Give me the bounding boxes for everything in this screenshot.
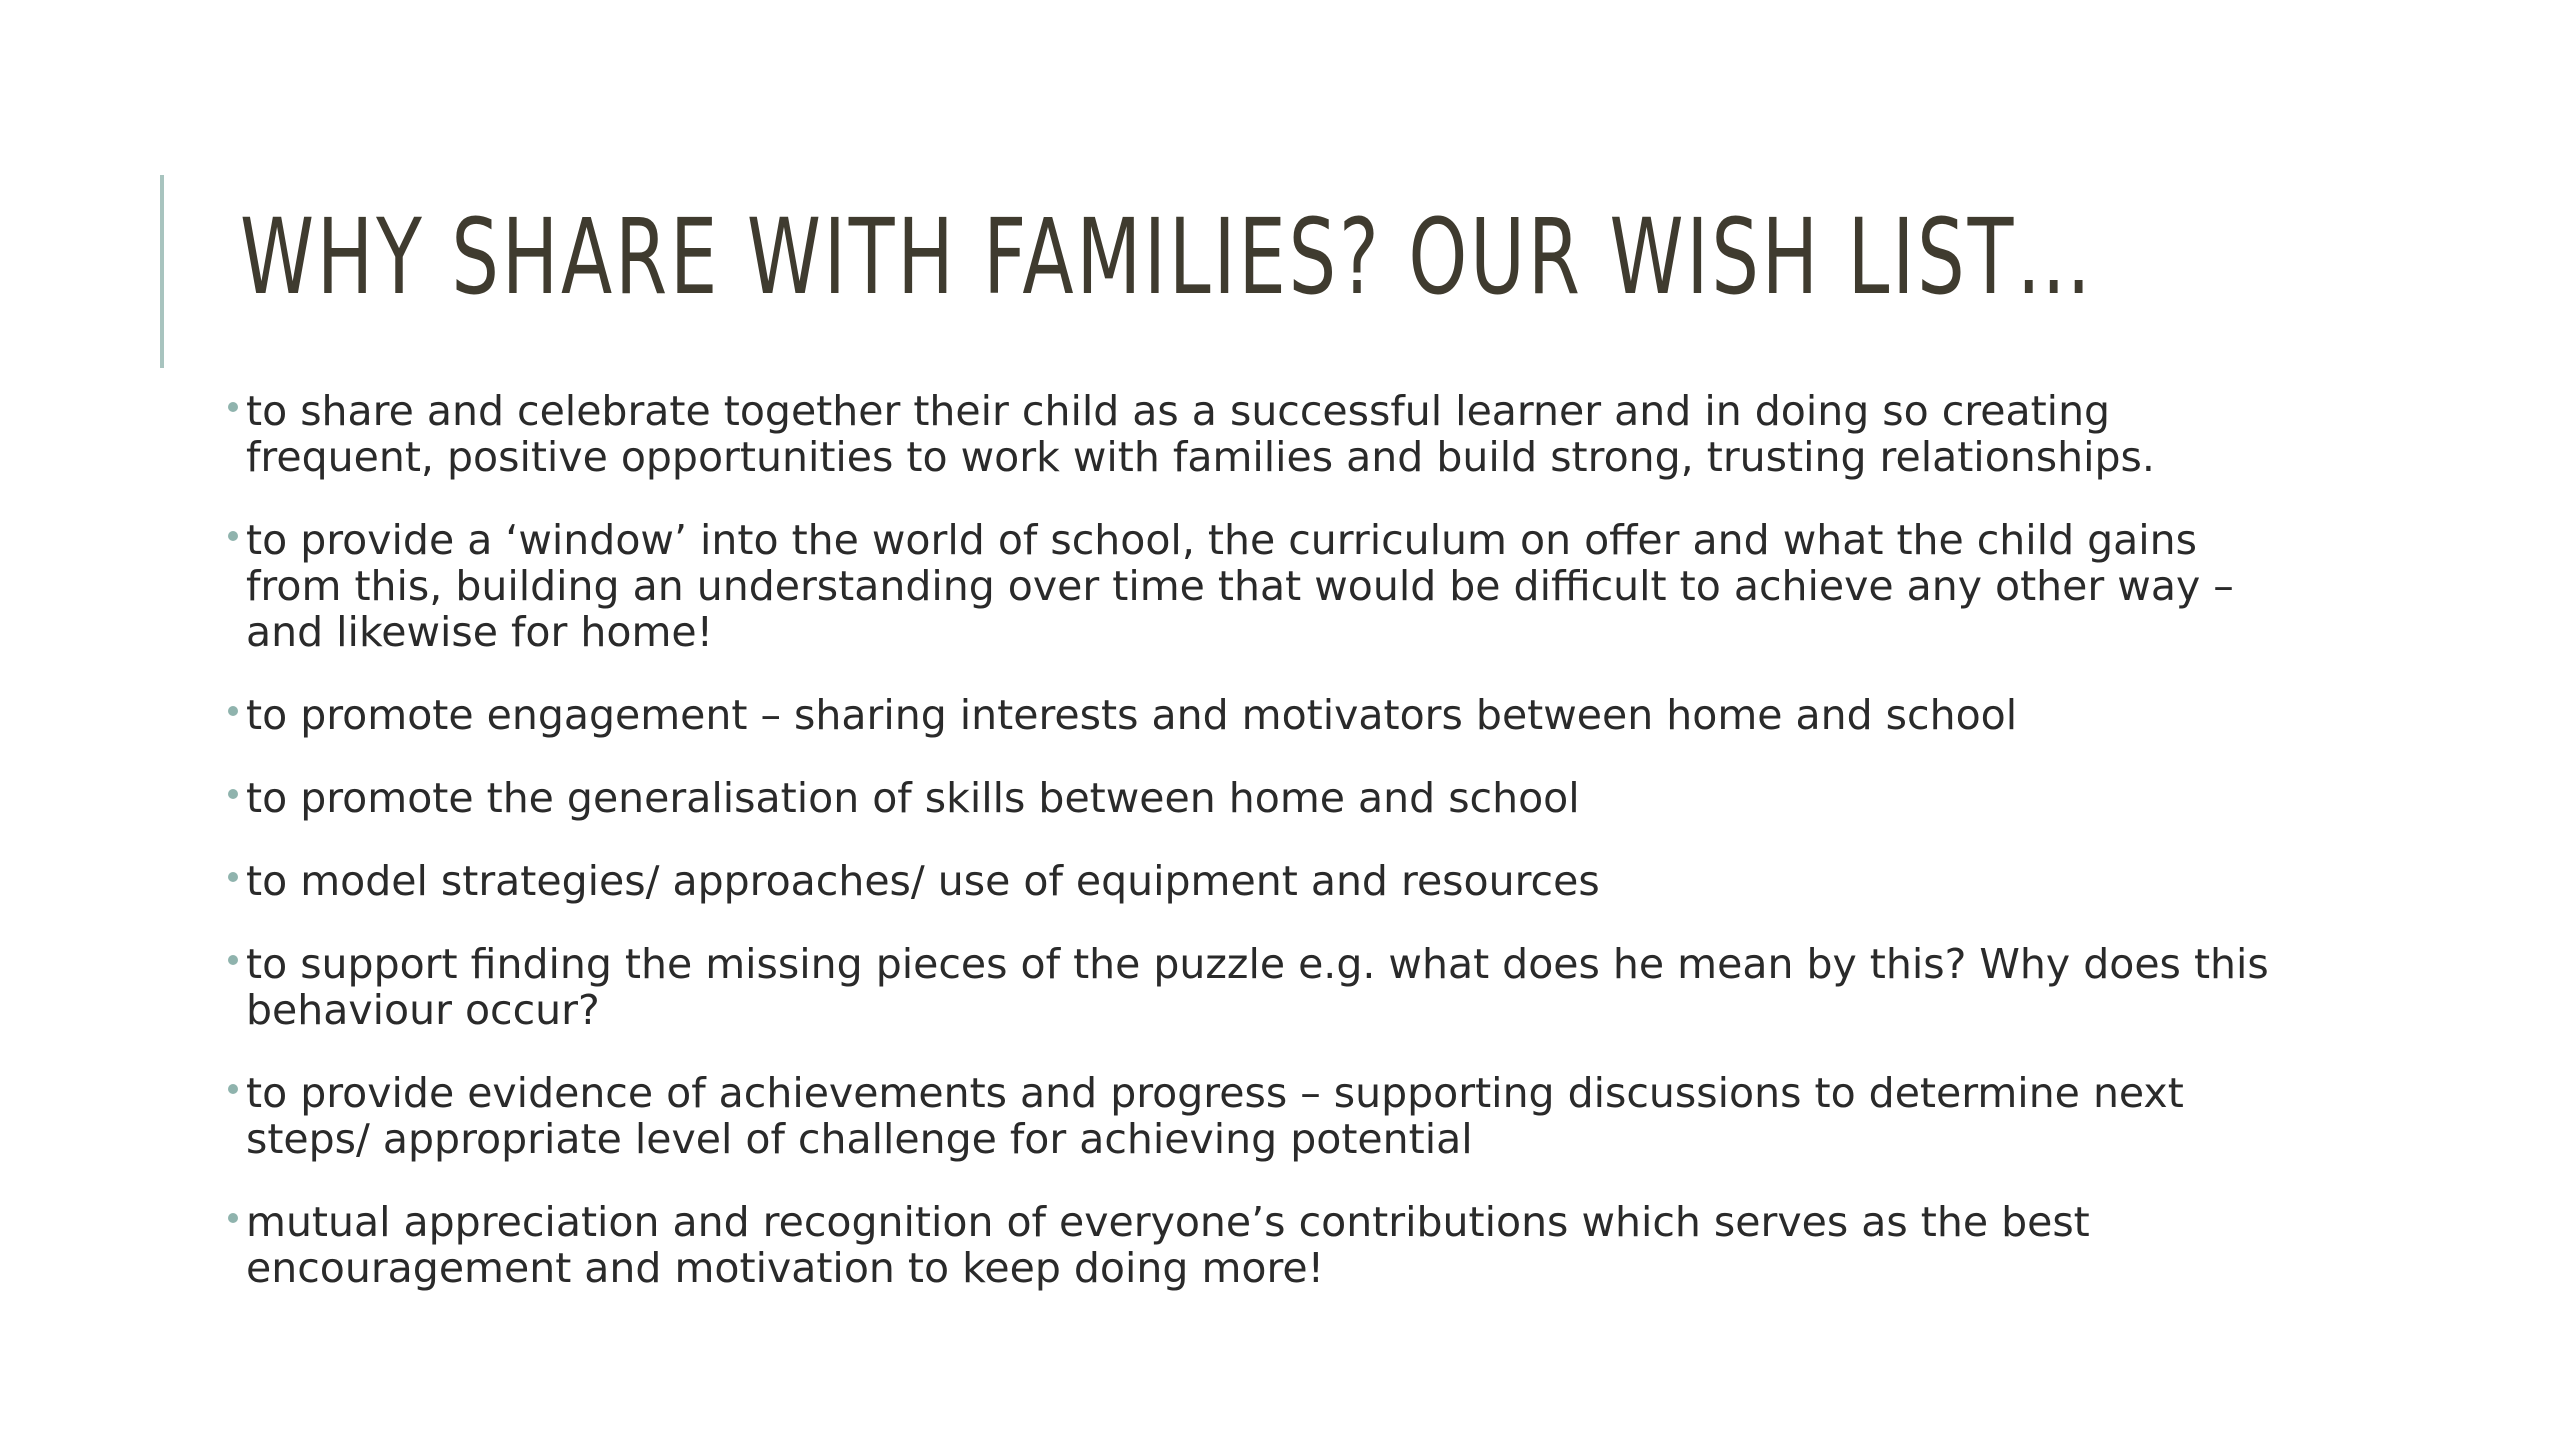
bullet-item	[228, 388, 2288, 480]
bullet-text: to share and celebrate together their child as a successful learner and in doing so creating frequent, positive opportunities to work with families and build strong, trusting relationships.	[246, 387, 2155, 481]
bullet-text: to model strategies/ approaches/ use of equipment and resources	[246, 857, 1600, 905]
bullet-item	[228, 941, 2288, 1033]
bullet-item	[228, 692, 2288, 738]
bullet-item	[228, 517, 2288, 655]
bullet-dot-icon	[228, 789, 238, 799]
bullet-item	[228, 775, 2288, 821]
bullet-dot-icon	[228, 706, 238, 716]
bullet-text: to provide a ‘window’ into the world of school, the curriculum on offer and what the child gains from this, building an understanding over time that would be difficult to achieve any other way – and likewise for home!	[246, 516, 2234, 656]
bullet-dot-icon	[228, 1084, 238, 1094]
bullet-dot-icon	[228, 955, 238, 965]
bullet-item	[228, 1199, 2288, 1291]
bullet-text: mutual appreciation and recognition of everyone’s contributions which serves as the best encouragement and motivation to keep doing more!	[246, 1198, 2090, 1292]
bullet-list	[228, 388, 2288, 1328]
bullet-text: to provide evidence of achievements and progress – supporting discussions to determine next steps/ appropriate level of challenge for achieving potential	[246, 1069, 2184, 1163]
title-accent-bar	[160, 175, 164, 368]
bullet-text: to promote engagement – sharing interests and motivators between home and school	[246, 691, 2018, 739]
bullet-dot-icon	[228, 1213, 238, 1223]
slide-title: WHY SHARE WITH FAMILIES? OUR WISH LIST…	[240, 196, 2094, 318]
bullet-dot-icon	[228, 402, 238, 412]
bullet-item	[228, 1070, 2288, 1162]
bullet-text: to promote the generalisation of skills between home and school	[246, 774, 1580, 822]
bullet-dot-icon	[228, 872, 238, 882]
bullet-item	[228, 858, 2288, 904]
bullet-dot-icon	[228, 531, 238, 541]
bullet-text: to support finding the missing pieces of the puzzle e.g. what does he mean by this? Why does this behaviour occur?	[246, 940, 2269, 1034]
